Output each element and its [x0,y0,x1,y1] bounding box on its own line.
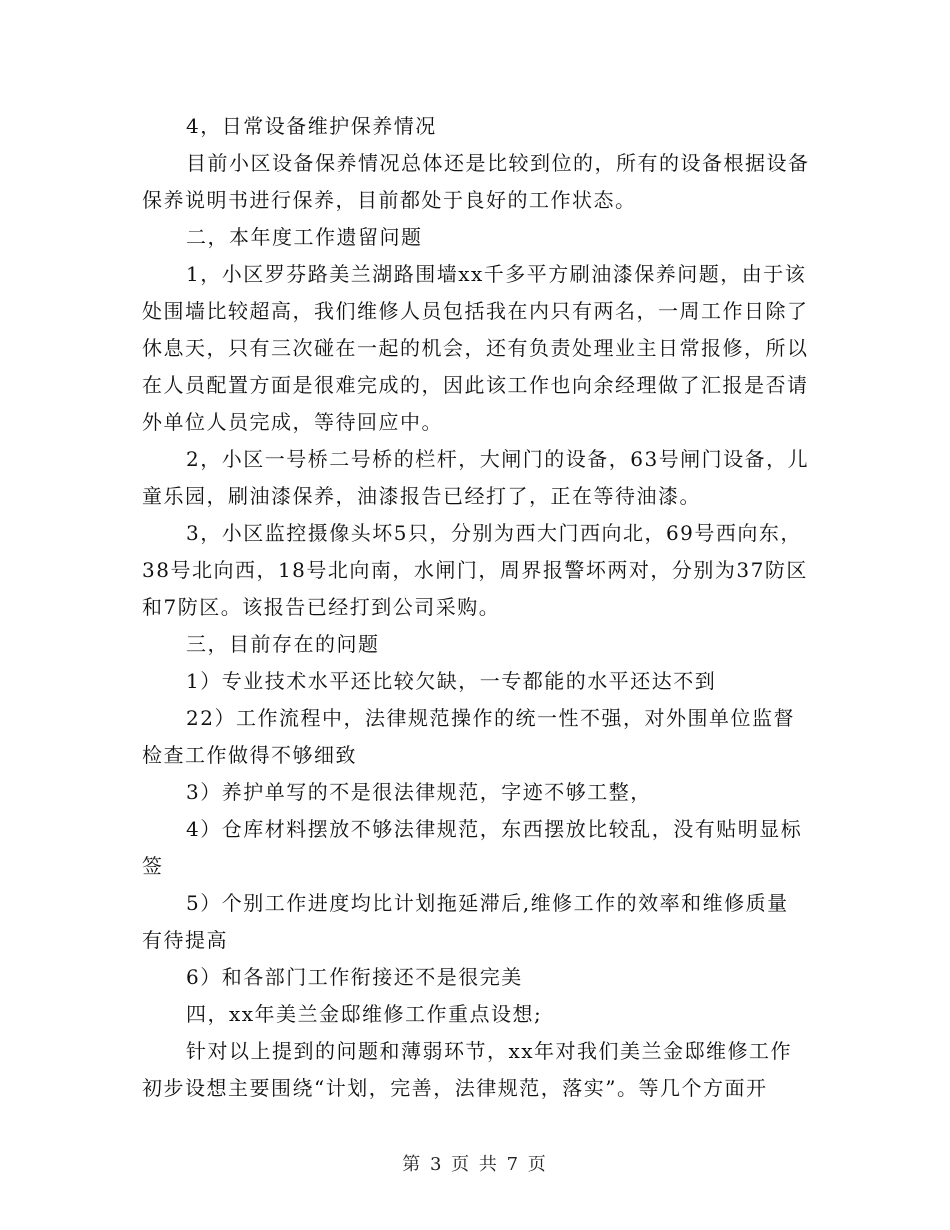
list-item-problem-1: 1）专业技术水平还比较欠缺，一专都能的水平还达不到 [186,669,717,693]
list-item-problem-3: 3）养护单写的不是很法律规范，字迹不够工整， [186,780,652,804]
section-heading-remaining-issues: 二，本年度工作遗留问题 [186,225,423,249]
section-heading-current-problems: 三，目前存在的问题 [186,632,380,656]
list-item-problem-4: 4）仓库材料摆放不够法律规范，东西摆放比较乱，没有贴明显标签 [142,817,803,878]
paragraph-issue-1: 1，小区罗芬路美兰湖路围墙xx千多平方刷油漆保养问题，由于该处围墙比较超高，我们维修人员包括我在内只有两名，一周工作日除了休息天，只有三次碰在一起的机会，还有负责处理业主日常报修，所以在人员配置方面是很难完成的，因此该工作也向余经理做了汇报是否请外单位人员完成，等待回应中。 [142,262,809,434]
page-number-footer: 第 3 页 共 7 页 [402,1154,548,1175]
section-heading-plan: 四，xx年美兰金邸维修工作重点设想; [186,1002,543,1026]
list-item-problem-6: 6）和各部门工作衔接还不是很完美 [186,965,523,989]
list-item-problem-2: 22）工作流程中，法律规范操作的统一性不强，对外围单位监督检查工作做得不够细致 [142,706,795,767]
document-body [142,108,810,1107]
list-item-problem-5: 5）个别工作进度均比计划拖延滞后,维修工作的效率和维修质量有待提高 [142,891,789,952]
paragraph-equipment-status: 目前小区设备保养情况总体还是比较到位的，所有的设备根据设备保养说明书进行保养，目前都处于良好的工作状态。 [142,151,810,212]
section-heading-equipment-maintenance: 4，日常设备维护保养情况 [186,114,437,138]
paragraph-issue-3: 3，小区监控摄像头坏5只，分别为西大门西向北，69号西向东，38号北向西，18号北向南，水闸门，周界报警坏两对，分别为37防区和7防区。该报告已经打到公司采购。 [142,521,808,619]
paragraph-issue-2: 2，小区一号桥二号桥的栏杆，大闸门的设备，63号闸门设备，儿童乐园，刷油漆保养，油漆报告已经打了，正在等待油漆。 [142,447,810,508]
paragraph-plan: 针对以上提到的问题和薄弱环节，xx年对我们美兰金邸维修工作初步设想主要围绕“计划，完善，法律规范，落实”。等几个方面开 [142,1039,793,1100]
